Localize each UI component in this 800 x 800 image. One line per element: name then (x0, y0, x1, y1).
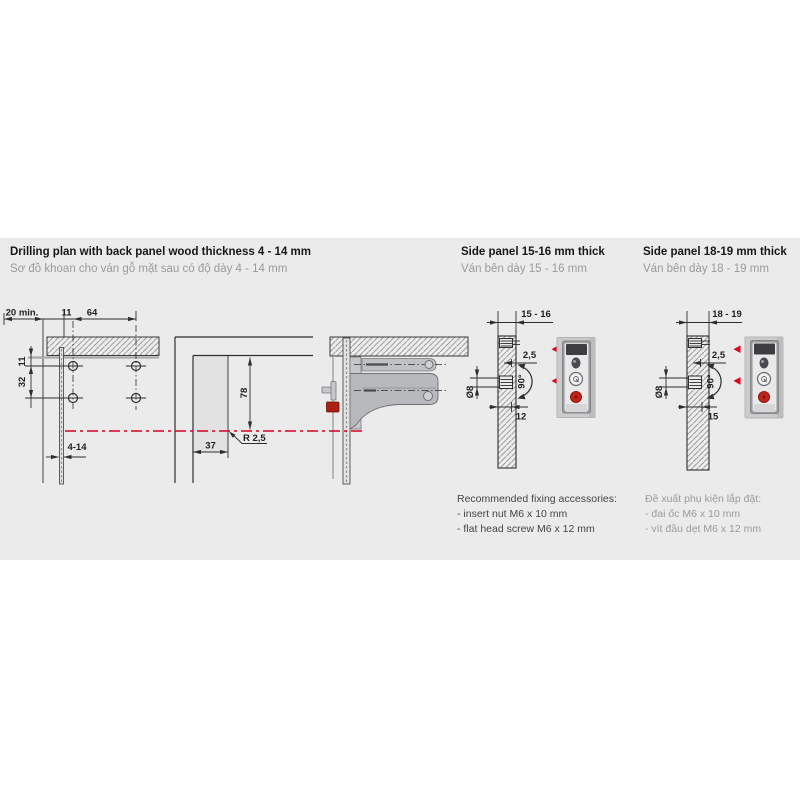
dim-swivel: 90° (516, 374, 528, 389)
accessories-vi-item: - đai ốc M6 x 10 mm (645, 508, 741, 520)
side-panel-15-drawing (464, 295, 598, 485)
side-panel-section (498, 336, 516, 468)
side-panel-18-drawing (652, 295, 786, 485)
insert-nut-symbol (500, 376, 513, 389)
red-arrow-icon (734, 345, 741, 353)
back-panel (60, 348, 64, 485)
side-panel-18-title: Side panel 18-19 mm thick (643, 246, 787, 258)
front-view (4, 308, 159, 485)
shelf-bracket (350, 357, 446, 429)
rotation-arc (517, 364, 533, 399)
dim-bracket-height: 78 (239, 387, 250, 399)
fitting-photo (557, 338, 595, 418)
accessories-vi-item: - vít đầu dẹt M6 x 12 mm (645, 523, 762, 535)
top-panel-section (330, 337, 468, 356)
dim-top-offset: 11 (17, 356, 28, 367)
dim-thickness: 18 - 19 (712, 309, 742, 320)
accessories-en-title: Recommended fixing accessories: (457, 493, 617, 505)
side-panel-section (687, 336, 709, 470)
side-panel-15-subtitle: Ván bên dày 15 - 16 mm (461, 263, 587, 275)
dim-bore: Ø8 (465, 385, 476, 399)
insert-nut-symbol (500, 339, 521, 348)
dim-row-spacing: 32 (17, 376, 28, 388)
side-panel-18-subtitle: Ván bên dày 18 - 19 mm (643, 263, 769, 275)
back-panel (343, 338, 350, 484)
dim-corner-radius: R 2,5 (243, 433, 266, 444)
insert-nut-symbol (689, 376, 702, 389)
dim-edge-min: 20 min. (5, 307, 39, 319)
drilling-plan-title: Drilling plan with back panel wood thickness 4 - 14 mm (10, 246, 311, 258)
dim-rest: 2,5 (711, 350, 726, 361)
accessories-en-item: - insert nut M6 x 10 mm (457, 508, 568, 520)
accessories-vi (645, 492, 761, 537)
dim-bore: Ø8 (654, 385, 665, 399)
drilling-plan-drawing (0, 295, 470, 495)
dim-thickness: 15 - 16 (521, 309, 551, 320)
fitting-photo (745, 337, 783, 418)
red-arrow-icon (734, 377, 741, 385)
dim-depth: 12 (515, 411, 527, 423)
drilling-plan-subtitle: Sơ đồ khoan cho ván gỗ mặt sau có độ dày 4 - 14 mm (10, 263, 288, 275)
red-cam (327, 402, 340, 412)
dim-hole-offset: 11 (61, 307, 72, 319)
mounting-pin (322, 382, 336, 401)
dim-bracket-depth: 37 (205, 440, 216, 452)
drill-holes (63, 321, 146, 410)
dim-swivel: 90° (705, 374, 717, 389)
dim-depth: 15 (707, 411, 719, 423)
dim-rest: 2,5 (522, 350, 537, 361)
bracket-side-view (322, 337, 468, 484)
dim-back-panel-thickness: 4-14 (67, 442, 87, 453)
accessories-en-item: - flat head screw M6 x 12 mm (457, 523, 595, 535)
dim-hole-pitch: 64 (86, 307, 98, 319)
corner-detail-view (175, 337, 313, 483)
accessories-vi-title: Đề xuất phụ kiện lắp đặt: (645, 493, 762, 505)
side-panel-15-title: Side panel 15-16 mm thick (461, 246, 605, 258)
accessories-en (457, 492, 617, 537)
